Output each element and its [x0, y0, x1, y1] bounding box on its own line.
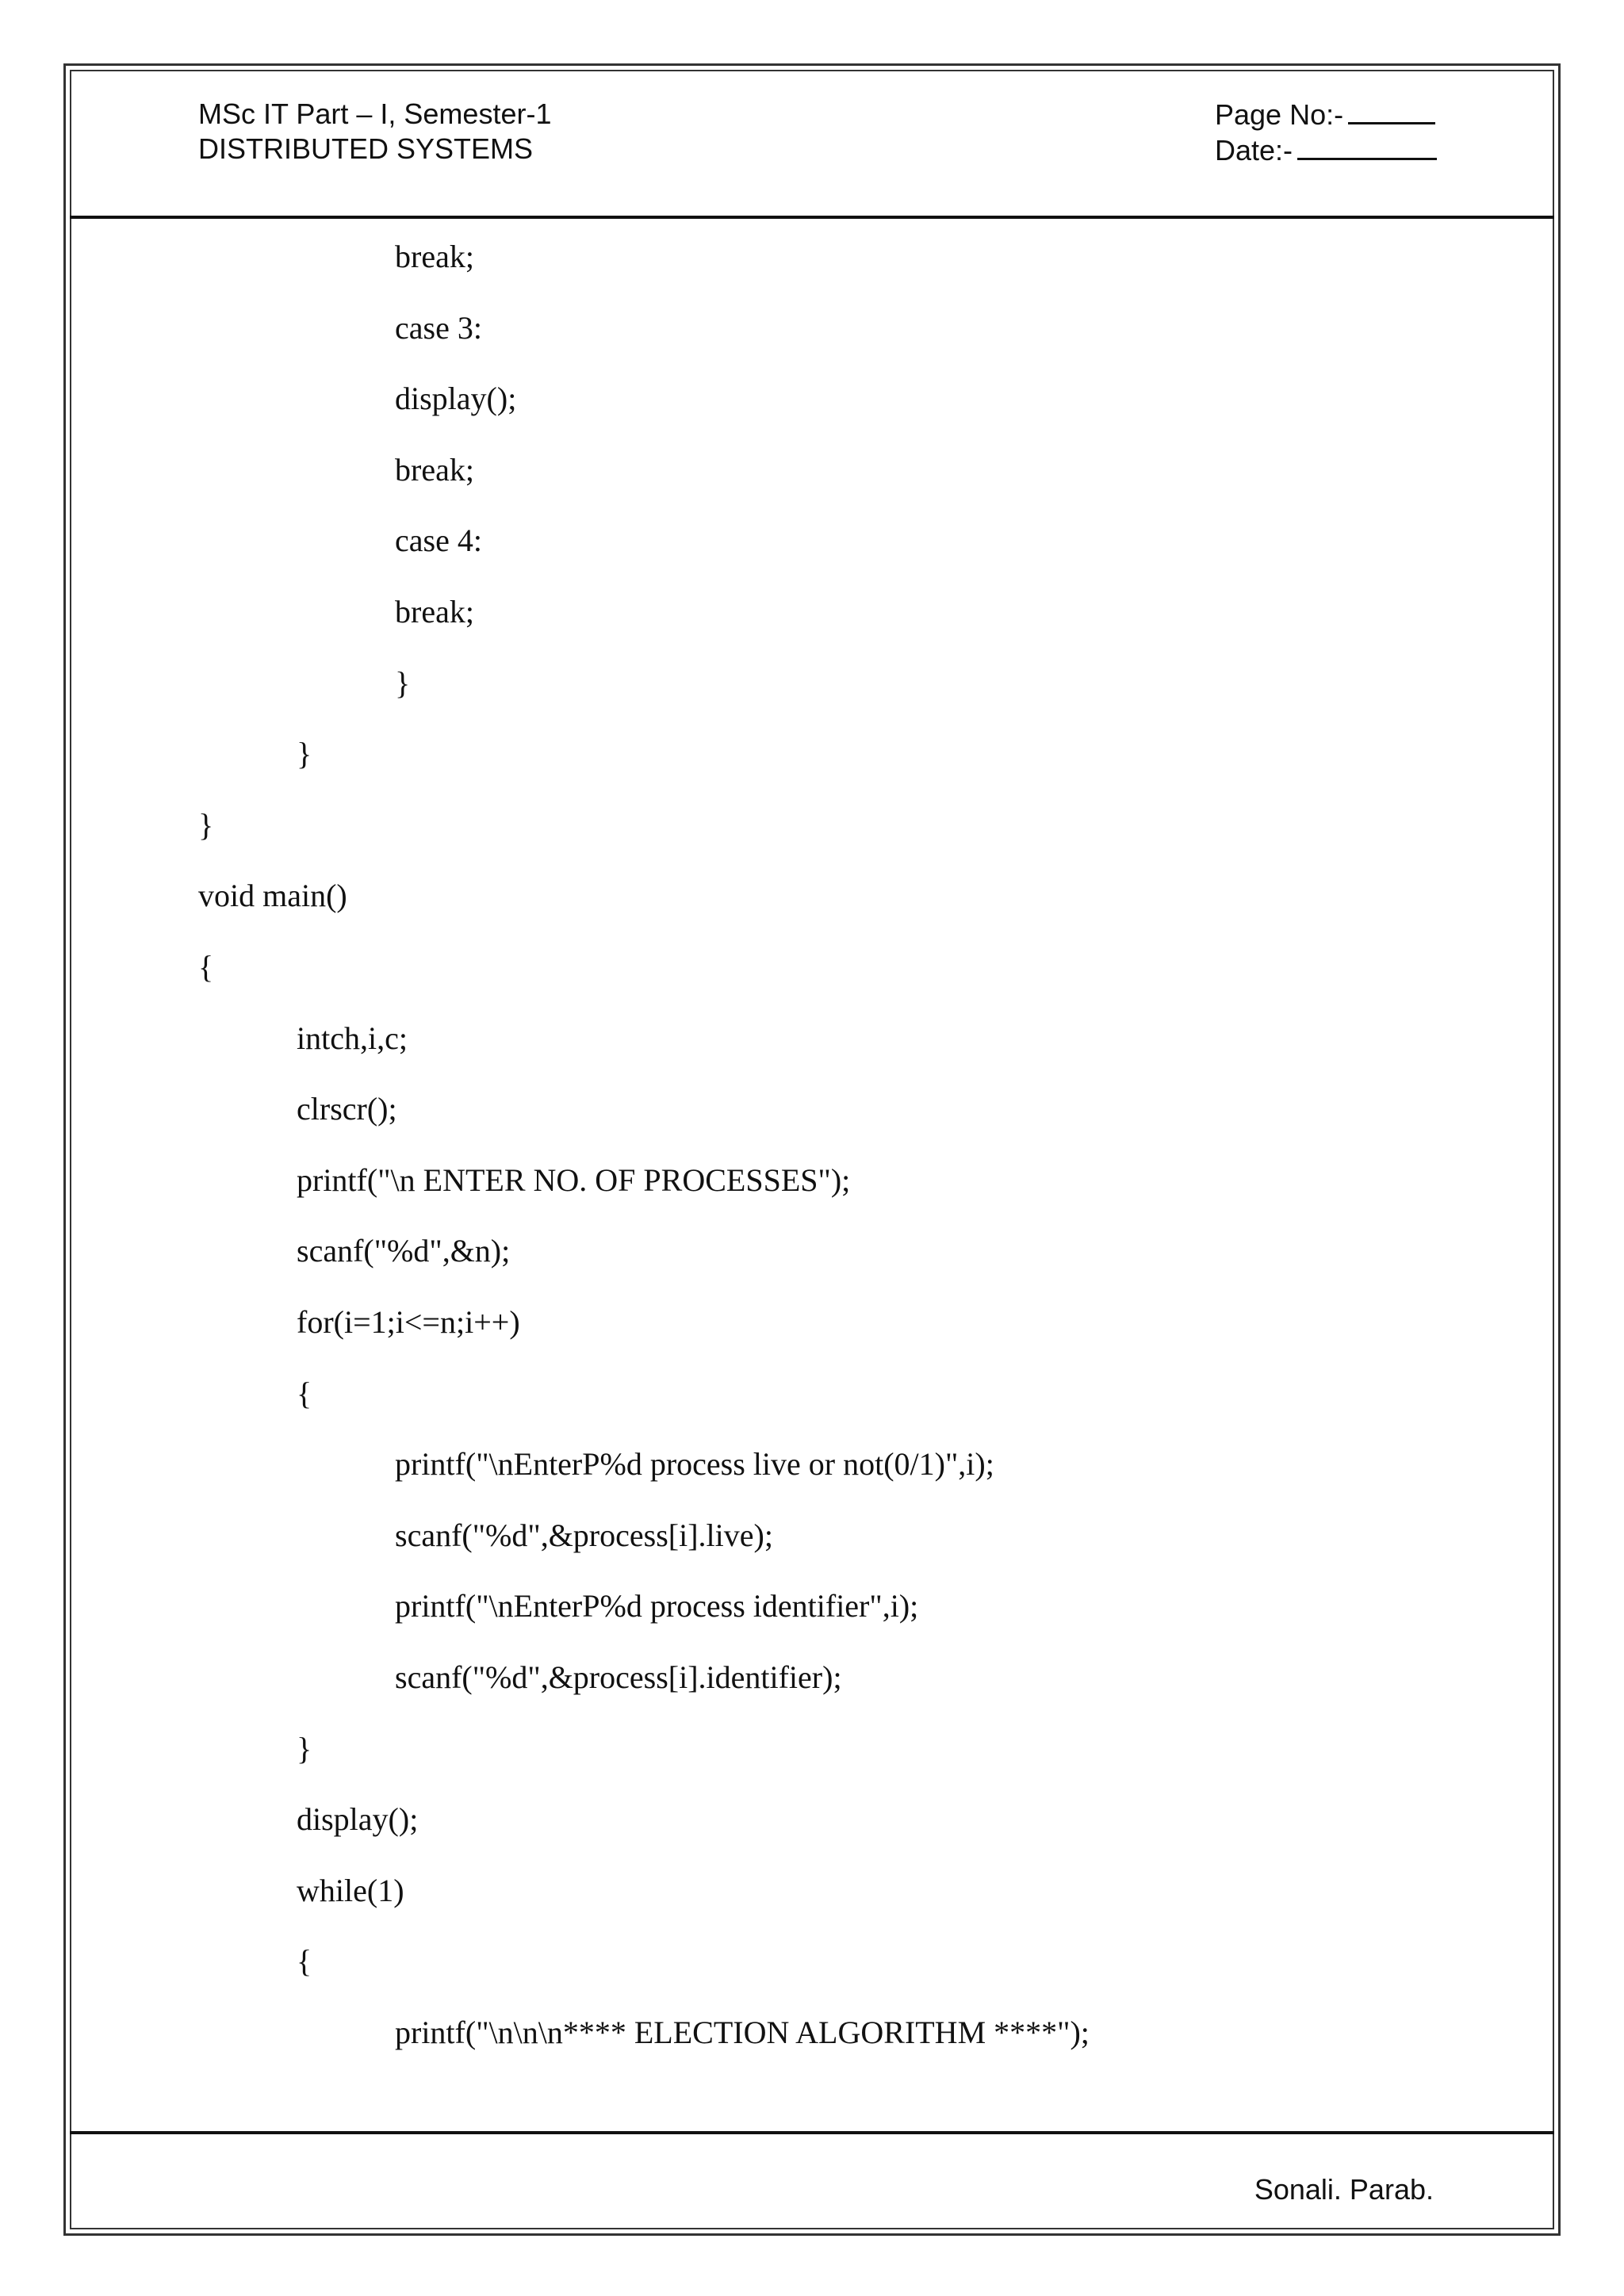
subject-title: DISTRIBUTED SYSTEMS: [198, 132, 534, 165]
date-blank: [1297, 132, 1437, 160]
code-line: }: [395, 665, 411, 701]
page-border-inner: [70, 70, 1554, 2229]
code-line: printf("\nEnterP%d process identifier",i);: [395, 1588, 919, 1624]
code-line: {: [297, 1943, 312, 1979]
code-line: for(i=1;i<=n;i++): [297, 1304, 520, 1340]
date-field: [1215, 132, 1437, 168]
code-line: {: [297, 1376, 312, 1411]
page-no-field: [1215, 97, 1437, 132]
footer-divider: [70, 2131, 1554, 2134]
page-no-label: Page No:-: [1215, 98, 1344, 131]
date-label: Date:-: [1215, 134, 1293, 166]
code-line: while(1): [297, 1873, 404, 1908]
code-line: break;: [395, 239, 474, 274]
code-line: display();: [395, 381, 517, 416]
code-line: scanf("%d",&process[i].identifier);: [395, 1659, 842, 1695]
code-line: }: [297, 736, 312, 771]
header-right: [1215, 97, 1437, 168]
code-line: scanf("%d",&n);: [297, 1233, 511, 1269]
code-line: display();: [297, 1801, 419, 1837]
course-title: MSc IT Part – I, Semester-1: [198, 98, 552, 130]
code-line: case 4:: [395, 522, 482, 558]
code-line: {: [198, 949, 214, 985]
header-divider: [70, 216, 1554, 219]
code-line: intch,i,c;: [297, 1020, 408, 1056]
code-line: clrscr();: [297, 1091, 397, 1127]
author-signature: Sonali. Parab.: [1254, 2173, 1434, 2206]
header-left: [198, 97, 551, 166]
code-line: printf("\n ENTER NO. OF PROCESSES");: [297, 1162, 851, 1198]
code-line: }: [297, 1731, 312, 1766]
code-line: }: [198, 807, 214, 843]
code-line: break;: [395, 594, 474, 629]
code-line: scanf("%d",&process[i].live);: [395, 1517, 773, 1553]
page-no-blank: [1348, 97, 1435, 124]
code-line: printf("\nEnterP%d process live or not(0/1)",i);: [395, 1446, 994, 1482]
code-line: printf("\n\n\n**** ELECTION ALGORITHM ****");: [395, 2015, 1090, 2050]
code-line: void main(): [198, 878, 347, 913]
code-line: break;: [395, 452, 474, 488]
code-line: case 3:: [395, 310, 482, 346]
